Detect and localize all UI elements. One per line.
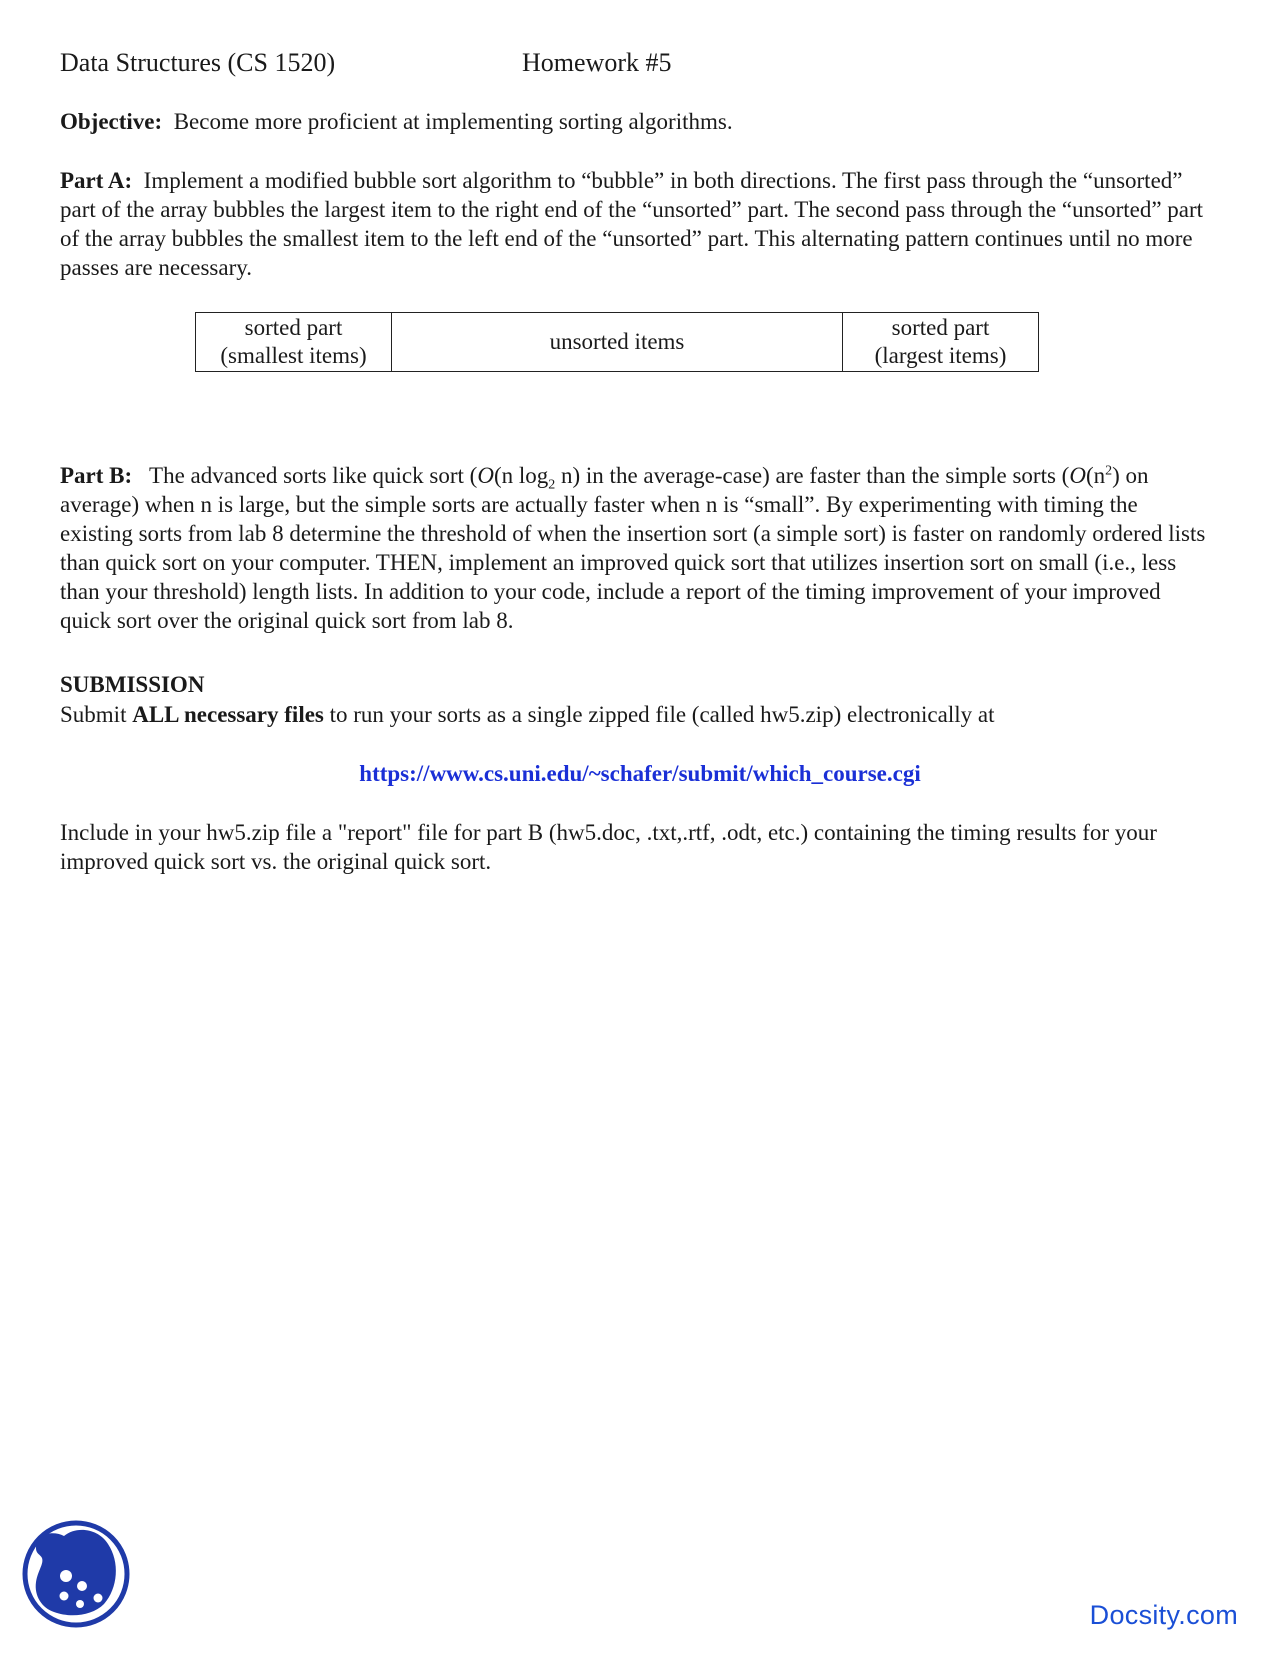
part-a-label: Part A: [60,168,133,193]
square-superscript: 2 [1105,463,1113,479]
objective-paragraph [60,107,1220,136]
objective-text: Become more proficient at implementing sorting algorithms. [173,109,733,134]
big-o-2: O [1069,463,1086,488]
diagram-cell-sorted-largest [843,313,1038,371]
part-b-text-3: n) in the average-case) are faster than the simple sorts ( [555,463,1070,488]
diagram-middle-label: unsorted items [549,329,685,354]
docsity-watermark-link[interactable]: Docsity.com [1089,1600,1238,1630]
diagram-cell-sorted-smallest [196,313,392,371]
submission-instructions [60,700,1210,729]
part-b-paragraph [60,461,1210,635]
objective-label: Objective: [60,109,163,134]
part-a-text: Implement a modified bubble sort algorithm to “bubble” in both directions. The first pass through the “unsorted” part of the array bubbles the largest item to the right end of the “unsorted” part. The second pass through the “unsorted” part of the array bubbles the smallest item to the left end of the “unsorted” part. This alternating pattern continues until no more passes are necessary. [60,168,1204,280]
submission-text-2: to run your sorts as a single zipped file (called hw5.zip) electronically at [323,702,995,727]
submission-url-link[interactable]: https://www.cs.uni.edu/~schafer/submit/which_course.cgi [359,761,921,786]
submission-heading [60,670,1210,699]
submission-heading-text: SUBMISSION [60,672,205,697]
diagram-left-line2: (smallest items) [220,343,367,368]
report-instructions: Include in your hw5.zip file a "report" file for part B (hw5.doc, .txt,.rtf, .odt, etc.) containing the timing results for your improved quick sort vs. the original quick sort. [60,820,1157,874]
part-b-text-4: (n [1085,463,1106,488]
submission-bold: ALL necessary files [132,702,324,727]
array-diagram [195,312,1039,372]
diagram-left-line1: sorted part [244,315,343,340]
part-a-paragraph [60,166,1210,282]
docsity-logo-icon [20,1518,132,1630]
part-b-text-2: (n log [493,463,549,488]
course-title: Data Structures (CS 1520) [60,48,336,77]
part-b-text-1: The advanced sorts like quick sort ( [149,463,478,488]
log-subscript: 2 [548,477,556,493]
diagram-right-line1: sorted part [891,315,990,340]
diagram-right-line2: (largest items) [874,343,1007,368]
part-b-text-5: ) on average) when n is large, but the simple sorts are actually faster when n is “small”. By experimenting with timing the existing sorts from lab 8 determine the threshold of when the insertion sort (a simple sort) is faster on randomly ordered lists than quick sort on your computer. THEN, implement an improved quick sort that utilizes insertion sort on small (i.e., less than your threshold) length lists. In addition to your code, include a report of the timing improvement of your improved quick sort over the original quick sort from lab 8. [60,463,1206,633]
submission-text-1: Submit [60,702,133,727]
big-o-1: O [477,463,494,488]
part-b-label: Part B: [60,463,133,488]
assignment-title: Homework #5 [522,48,672,77]
diagram-cell-unsorted [392,313,843,371]
